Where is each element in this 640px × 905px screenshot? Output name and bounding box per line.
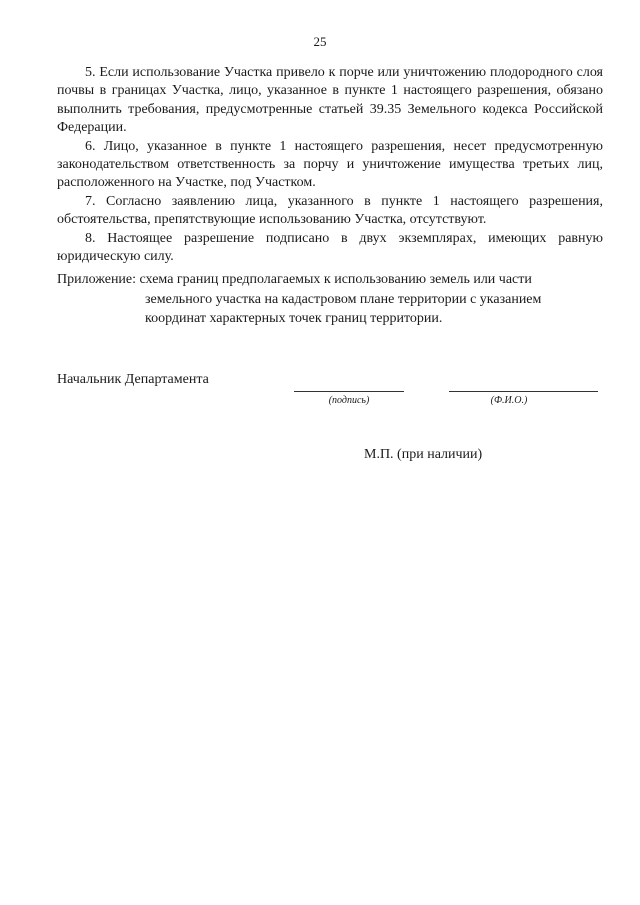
page-number: 25 bbox=[313, 34, 327, 49]
paragraph-5: 5. Если использование Участка привело к порче или уничтожению плодородного слоя почвы в границах Участка, лицо, указанное в пункте 1 настоящего разрешения, обязано выполнить требования, предусмотренные статьей 39.35 Земельного кодекса Российской Федерации. bbox=[57, 65, 603, 136]
signature-line bbox=[294, 391, 404, 392]
attachment-line-1: схема границ предполагаемых к использованию земель или части bbox=[139, 272, 532, 287]
paragraph-6: 6. Лицо, указанное в пункте 1 настоящего разрешения, несет предусмотренную законодательством ответственность за порчу и уничтожение имущества третьих лиц, расположенного на Участке, под Участком. bbox=[57, 138, 603, 191]
signatory-title: Начальник Департамента bbox=[57, 372, 209, 387]
name-line bbox=[449, 391, 598, 392]
document-body bbox=[57, 64, 603, 266]
name-caption: (Ф.И.О.) bbox=[490, 395, 528, 406]
attachment-label: Приложение: bbox=[57, 272, 137, 287]
attachment-line-3: координат характерных точек границ территории. bbox=[145, 311, 443, 326]
stamp-note: М.П. (при наличии) bbox=[364, 447, 483, 462]
attachment-line-2: земельного участка на кадастровом плане территории с указанием bbox=[145, 291, 542, 307]
attachment-block bbox=[57, 270, 603, 329]
signature-caption: (подпись) bbox=[328, 395, 370, 406]
paragraph-8: 8. Настоящее разрешение подписано в двух экземплярах, имеющих равную юридическую силу. bbox=[57, 230, 603, 265]
paragraph-7: 7. Согласно заявлению лица, указанного в пункте 1 настоящего разрешения, обстоятельства, препятствующие использованию Участка, отсутствуют. bbox=[57, 193, 603, 228]
